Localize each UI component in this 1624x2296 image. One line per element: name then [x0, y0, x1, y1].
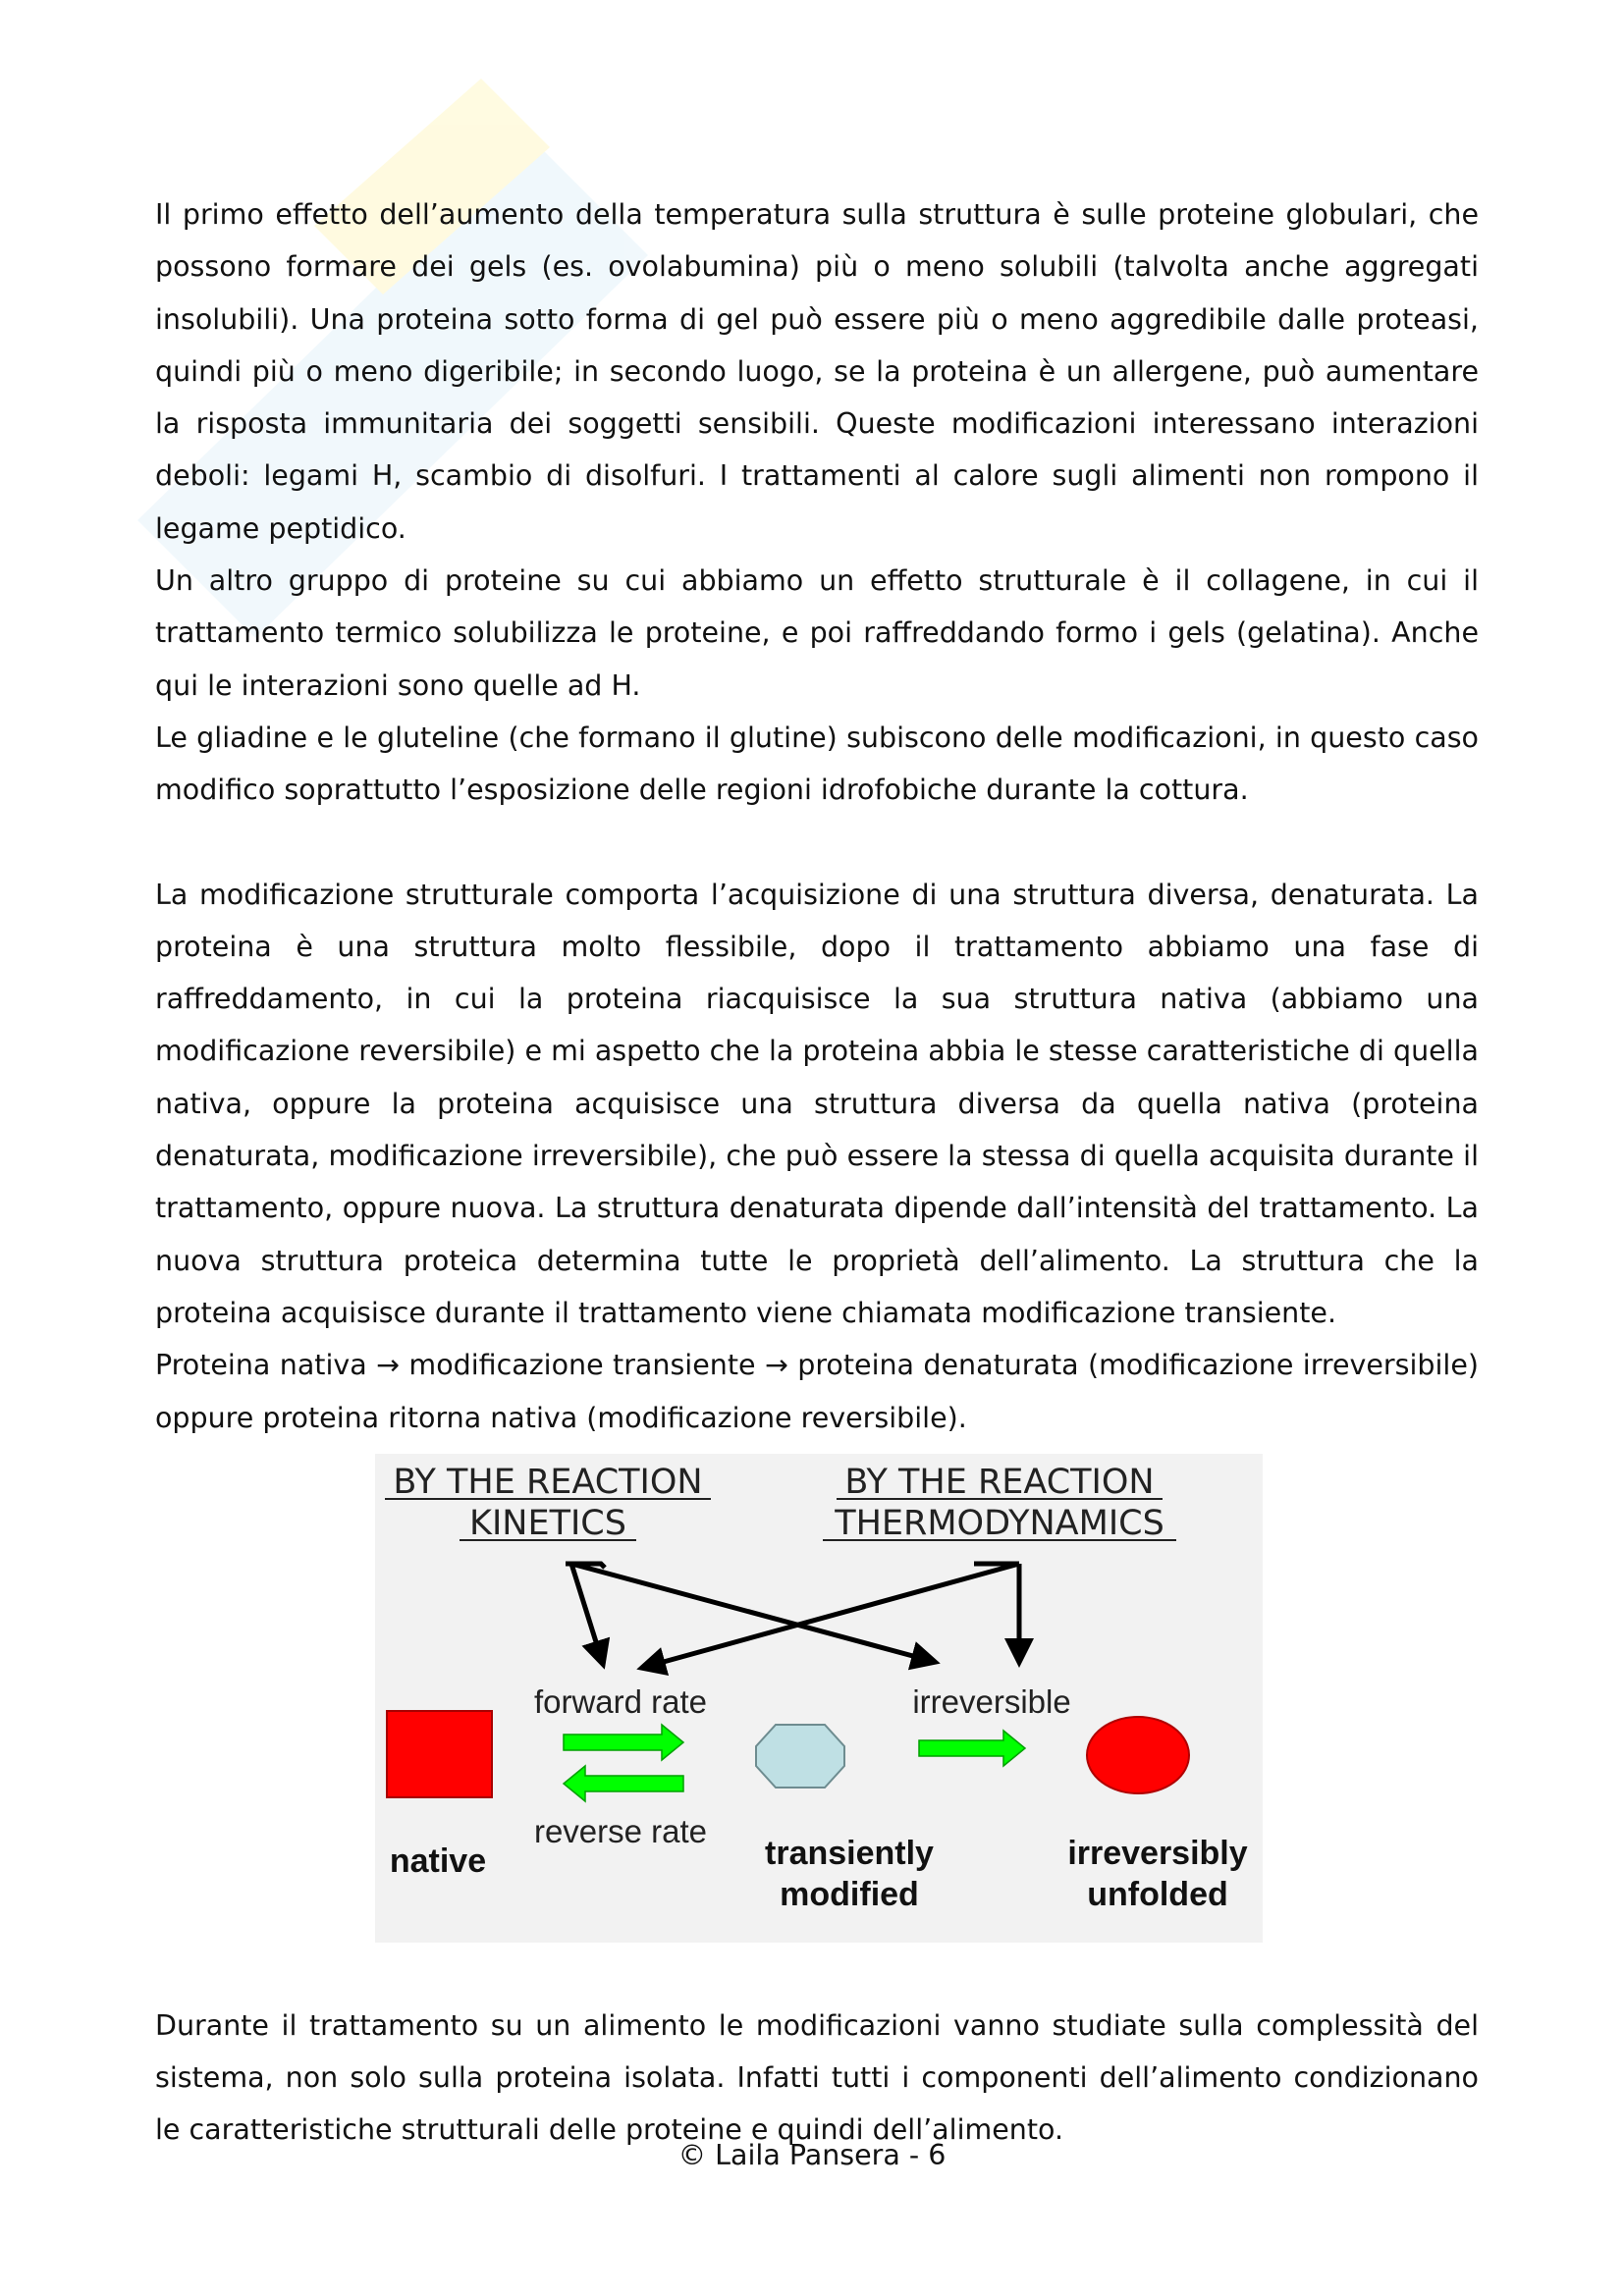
unfolded-label-line2: unfolded [1087, 1875, 1228, 1913]
paragraph-2: Un altro gruppo di proteine su cui abbiamo un effetto strutturale è il collagene, in cui il trattamento termico solubilizza le proteine, e poi raffreddando formo i gels (gelatina). Anche qui le interazioni sono quelle ad H. [155, 564, 1479, 702]
paragraph-4: La modificazione strutturale comporta l’acquisizione di una struttura diversa, denaturata. La proteina è una struttura molto flessibile, dopo il trattamento abbiamo una fase di raffreddamento, in cui la proteina riacquisisce la sua struttura nativa (abbiamo una modificazione reversibile) e mi aspetto che la proteina abbia le stesse caratteristiche di quella nativa, oppure la proteina acquisisce una struttura diversa da quella nativa (proteina denaturata, modificazione irreversibile), che può essere la stessa di quella acquisita durante il trattamento, oppure nuova. La struttura denaturata dipende dall’intensità del trattamento. La nuova struttura proteica determina tutte le proprietà dell’alimento. La struttura che la proteina acquisisce durante il trattamento viene chiamata modificazione transiente. [155, 878, 1479, 1329]
paragraph-gap [155, 817, 1479, 869]
page-content [155, 188, 1479, 2157]
native-state-square [387, 1711, 492, 1797]
unfolded-state-ellipse [1087, 1717, 1189, 1793]
reverse-rate-label: reverse rate [533, 1812, 708, 1849]
irreversible-label: irreversible [912, 1682, 1071, 1720]
forward-rate-label: forward rate [533, 1682, 708, 1720]
transient-state-octagon [756, 1725, 844, 1788]
paragraph-6: Durante il trattamento su un alimento le modificazioni vanno studiate sulla complessità del sistema, non solo sulla proteina isolata. Infatti tutti i componenti dell’alimento condizionano le caratteristiche strutturali delle proteine e quindi dell’alimento. [155, 2008, 1479, 2147]
paragraph-5: Proteina nativa → modificazione transiente → proteina denaturata (modificazione irreversibile) oppure proteina ritorna nativa (modificazione reversibile). [155, 1349, 1479, 1434]
paragraph-1: Il primo effetto dell’aumento della temperatura sulla struttura è sulle proteine globulari, che possono formare dei gels (es. ovolabumina) più o meno solubili (talvolta anche aggregati insolubili). Una proteina sotto forma di gel può essere più o meno aggredibile dalle proteasi, quindi più o meno digeribile; in secondo luogo, se la proteina è un allergene, può aumentare la risposta immunitaria dei soggetti sensibili. Queste modificazioni interessano interazioni deboli: legami H, scambio di disolfuri. I trattamenti al calore sugli alimenti non rompono il legame peptidico. [155, 198, 1479, 545]
unfolded-label-line1: irreversibly [1067, 1834, 1248, 1872]
transiently-label-line1: transiently [765, 1834, 934, 1872]
diagram-svg [375, 1454, 1263, 1943]
thermodynamics-label-line2: THERMODYNAMICS [835, 1503, 1164, 1543]
kinetics-label-line1: BY THE REACTION [393, 1462, 703, 1502]
page-footer: © Laila Pansera - 6 [677, 2139, 947, 2171]
protein-modification-diagram [375, 1454, 1263, 1943]
transiently-label-line2: modified [780, 1875, 919, 1913]
kinetics-label-line2: KINETICS [469, 1503, 626, 1543]
paragraph-3: Le gliadine e le gluteline (che formano il glutine) subiscono delle modificazioni, in questo caso modifico soprattutto l’esposizione delle regioni idrofobiche durante la cottura. [155, 721, 1479, 807]
native-label: native [389, 1842, 487, 1880]
thermodynamics-label-line1: BY THE REACTION [844, 1462, 1155, 1502]
